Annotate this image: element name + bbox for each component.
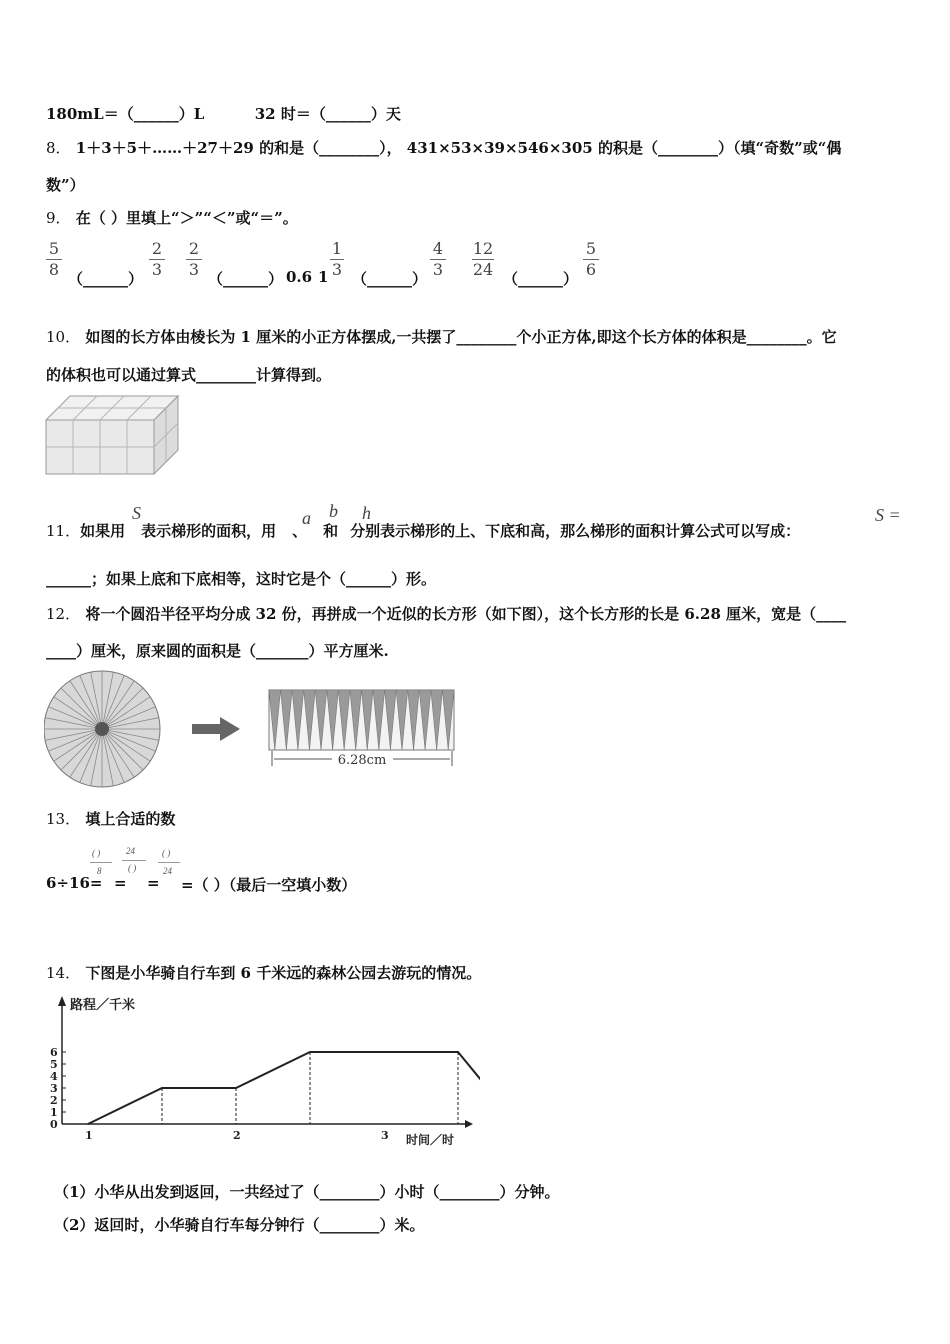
q11-line2: [46, 568, 436, 589]
arrow-icon: [192, 717, 240, 741]
q10-line2: [46, 364, 331, 385]
q11-number: 11．: [46, 522, 81, 540]
rectangle-wedges: [269, 690, 454, 750]
q11-text-c: 分别表示梯形的上、下底和高，那么梯形的面积计算公式可以写成：: [350, 522, 801, 540]
q9-value-06: 0.6: [286, 268, 313, 286]
q8-number: 8．: [46, 139, 71, 157]
q11-sep: 、: [292, 522, 308, 540]
y-tick-label-5: 5: [50, 1058, 58, 1071]
y-tick-label-6: 6: [50, 1046, 58, 1059]
q9-frac-6: 12 24: [472, 239, 494, 279]
q12-text-cont: ____）厘米，原来圆的面积是（_______）平方厘米.: [46, 642, 389, 660]
var-b: b: [329, 501, 338, 521]
formula-S: S =: [875, 505, 901, 525]
q12-line2: [46, 640, 389, 661]
y-tick-label-1: 1: [50, 1106, 58, 1119]
q9-frac-2: 2 3: [149, 240, 165, 279]
q13-text: 填上合适的数: [85, 810, 176, 828]
q12-text: 将一个圆沿半径平均分成 32 份，再拼成一个近似的长方形（如下图），这个长方形的长是 6.28 厘米，宽是（____: [85, 605, 847, 623]
q9-blank-4[interactable]: （______）: [503, 270, 579, 288]
cuboid-figure: [44, 392, 184, 478]
q13-lead: 6÷16=: [46, 874, 103, 892]
x-tick-label-3: 3: [381, 1129, 389, 1142]
q9-frac-7: 5 6: [583, 240, 599, 279]
q13-eq-1: =: [114, 874, 127, 892]
q11-line1: [46, 520, 800, 541]
q11-and: 和: [323, 522, 339, 540]
q13-frac2-num: 24: [126, 846, 135, 856]
q14-sub1: （1）小华从出发到返回，一共经过了（________）小时（________）分钟。: [54, 1183, 560, 1201]
q13-expression: [46, 874, 102, 892]
q11-text-b: 表示梯形的面积，用: [141, 522, 277, 540]
q10-text: 如图的长方体由棱长为 1 厘米的小正方体摆成,一共摆了________个小正方体,即这个长方体的体积是________。它: [85, 328, 837, 346]
x-tick-label-2: 2: [233, 1129, 241, 1142]
y-tick-label-2: 2: [50, 1094, 58, 1107]
q9-frac-1: 5 8: [46, 240, 62, 279]
q13-frac1-den: 8: [97, 866, 102, 876]
width-label: 6.28cm: [337, 753, 387, 768]
x-tick-label-1: 1: [85, 1129, 93, 1142]
q8-line1: [46, 137, 841, 158]
q13-eq-2: =: [147, 874, 160, 892]
q8-text-cont: 数”）: [46, 176, 85, 194]
var-h: h: [362, 503, 371, 523]
q9-blank-3[interactable]: （______）: [352, 270, 428, 288]
q13-number: 13．: [46, 810, 81, 828]
q8-text: 1＋3＋5＋……＋27＋29 的和是（________）， 431×53×39×546×305 的积是（________）（填“奇数”或“偶: [75, 139, 842, 157]
q14-sub2: （2）返回时，小华骑自行车每分钟行（________）米。: [54, 1216, 425, 1234]
x-axis-label: 时间／时: [406, 1133, 455, 1147]
y-tick-label-3: 3: [50, 1082, 58, 1095]
distance-time-chart: [40, 990, 480, 1150]
q14-text: 下图是小华骑自行车到 6 千米远的森林公园去游玩的情况。: [85, 964, 482, 982]
q9-frac-4: 1 3: [331, 239, 343, 279]
q13-frac3-num: ( ): [162, 848, 171, 858]
q14-number: 14．: [46, 964, 81, 982]
q13-tail: =（ ）（最后一空填小数）: [181, 876, 357, 894]
q7-line: [46, 103, 401, 124]
q13-frac2-den: ( ): [128, 863, 137, 873]
q10-line1: [46, 326, 837, 347]
q9-line: [46, 207, 298, 228]
var-a: a: [302, 508, 311, 528]
distance-series-line: [88, 1052, 480, 1124]
y-tick-label-0: 0: [50, 1118, 58, 1131]
q8-line2: [46, 174, 85, 195]
q13-line1: [46, 808, 175, 829]
circle-to-rectangle-figure: [44, 670, 464, 790]
q11-text-cont: ______；如果上底和下底相等，这时它是个（______）形。: [46, 570, 437, 588]
q9-text: 在（ ）里填上“＞”“＜”或“＝”。: [75, 209, 298, 227]
q10-text-cont: 的体积也可以通过算式________计算得到。: [46, 366, 332, 384]
q13-frac1-num: ( ): [92, 848, 101, 858]
q13-frac3-den: 24: [163, 866, 172, 876]
q12-number: 12．: [46, 605, 81, 623]
q12-line1: [46, 603, 846, 624]
q10-number: 10．: [46, 328, 81, 346]
q7-part1: 180mL＝（______）L: [46, 105, 205, 123]
q7-part2: 32 时＝（______）天: [254, 105, 401, 123]
q9-frac-5: 4 3: [430, 240, 446, 279]
q9-frac-3: 2 3: [186, 240, 202, 279]
y-axis-label: 路程／千米: [70, 998, 136, 1013]
q9-blank-1[interactable]: （______）: [68, 270, 144, 288]
q9-number: 9．: [46, 209, 71, 227]
var-S: S: [132, 503, 141, 523]
y-tick-label-4: 4: [50, 1070, 58, 1083]
q9-whole-1: 1: [318, 268, 329, 286]
q9-blank-2[interactable]: （______）: [208, 270, 284, 288]
q14-line1: [46, 962, 481, 983]
q11-text-a: 如果用: [80, 522, 126, 540]
circle-sectors: [44, 671, 160, 787]
